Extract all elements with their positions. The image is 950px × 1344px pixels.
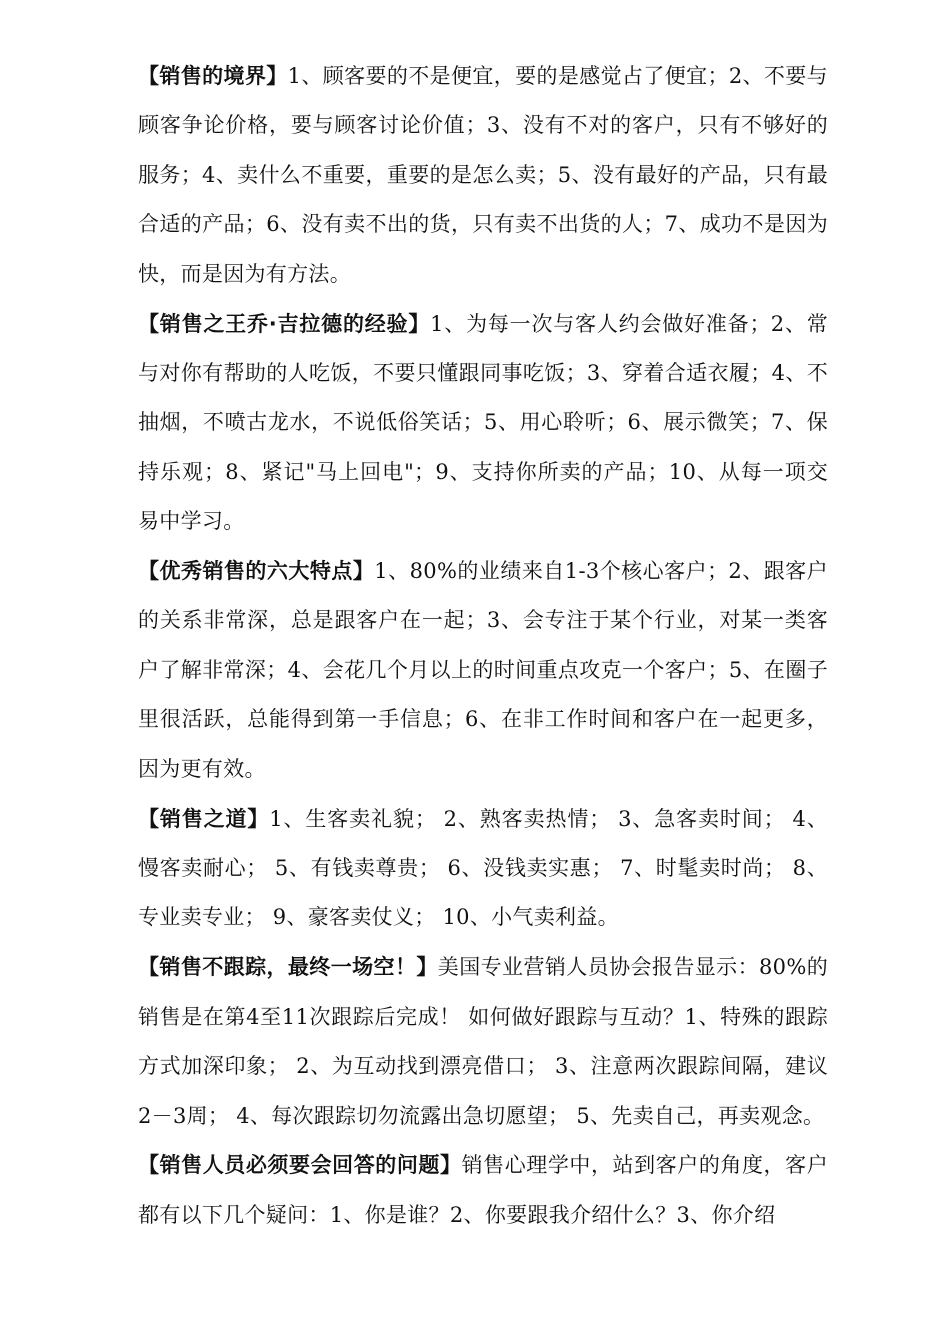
paragraph-body: 1、生客卖礼貌； 2、熟客卖热情； 3、急客卖时间； 4、慢客卖耐心； 5、有钱卖尊贵； 6、没钱卖实惠； 7、时髦卖时尚； 8、专业卖专业； 9、豪客卖仗义； 10、小气卖利益。 xyxy=(138,806,828,930)
paragraph-body: 销售心理学中，站到客户的角度，客户都有以下几个疑问：1、你是谁？2、你要跟我介绍什么？3、你介绍 xyxy=(138,1153,828,1227)
paragraph-body: 1、顾客要的不是便宜，要的是感觉占了便宜；2、不要与顾客争论价格，要与顾客讨论价值；3、没有不对的客户，只有不够好的服务；4、卖什么不重要，重要的是怎么卖；5、没有最好的产品，只有最合适的产品；6、没有卖不出的货，只有卖不出货的人；7、成功不是因为快，而是因为有方法。 xyxy=(138,64,828,286)
paragraph-sales-realm xyxy=(138,52,828,299)
paragraph-heading: 【销售人员必须要会回答的问题】 xyxy=(138,1153,462,1178)
paragraph-heading: 【销售之道】 xyxy=(138,806,270,831)
paragraph-sales-way xyxy=(138,795,828,943)
document-page xyxy=(138,52,828,1241)
paragraph-body: 1、80%的业绩来自1-3个核心客户；2、跟客户的关系非常深，总是跟客户在一起；3、会专注于某个行业，对某一类客户了解非常深；4、会花几个月以上的时间重点攻克一个客户；5、在圈子里很活跃，总能得到第一手信息；6、在非工作时间和客户在一起更多，因为更有效。 xyxy=(138,559,828,781)
paragraph-joe-girard xyxy=(138,300,828,547)
paragraph-heading: 【销售不跟踪，最终一场空！】 xyxy=(138,955,438,980)
paragraph-follow-up xyxy=(138,943,828,1141)
paragraph-heading: 【优秀销售的六大特点】 xyxy=(138,559,375,584)
paragraph-six-traits xyxy=(138,547,828,794)
paragraph-body: 1、为每一次与客人约会做好准备；2、常与对你有帮助的人吃饭，不要只懂跟同事吃饭；3、穿着合适衣履；4、不抽烟，不喷古龙水，不说低俗笑话；5、用心聆听；6、展示微笑；7、保持乐观；8、紧记"马上回电"；9、支持你所卖的产品；10、从每一项交易中学习。 xyxy=(138,311,829,534)
paragraph-heading: 【销售的境界】 xyxy=(138,64,288,88)
paragraph-body: 美国专业营销人员协会报告显示：80%的销售是在第4至11次跟踪后完成！ 如何做好跟踪与互动？1、特殊的跟踪方式加深印象； 2、为互动找到漂亮借口； 3、注意两次跟踪间隔，建议2－3周； 4、每次跟踪切勿流露出急切愿望； 5、先卖自己，再卖观念。 xyxy=(138,955,828,1128)
paragraph-questions xyxy=(138,1141,828,1240)
paragraph-heading: 【销售之王乔·吉拉德的经验】 xyxy=(138,311,431,336)
